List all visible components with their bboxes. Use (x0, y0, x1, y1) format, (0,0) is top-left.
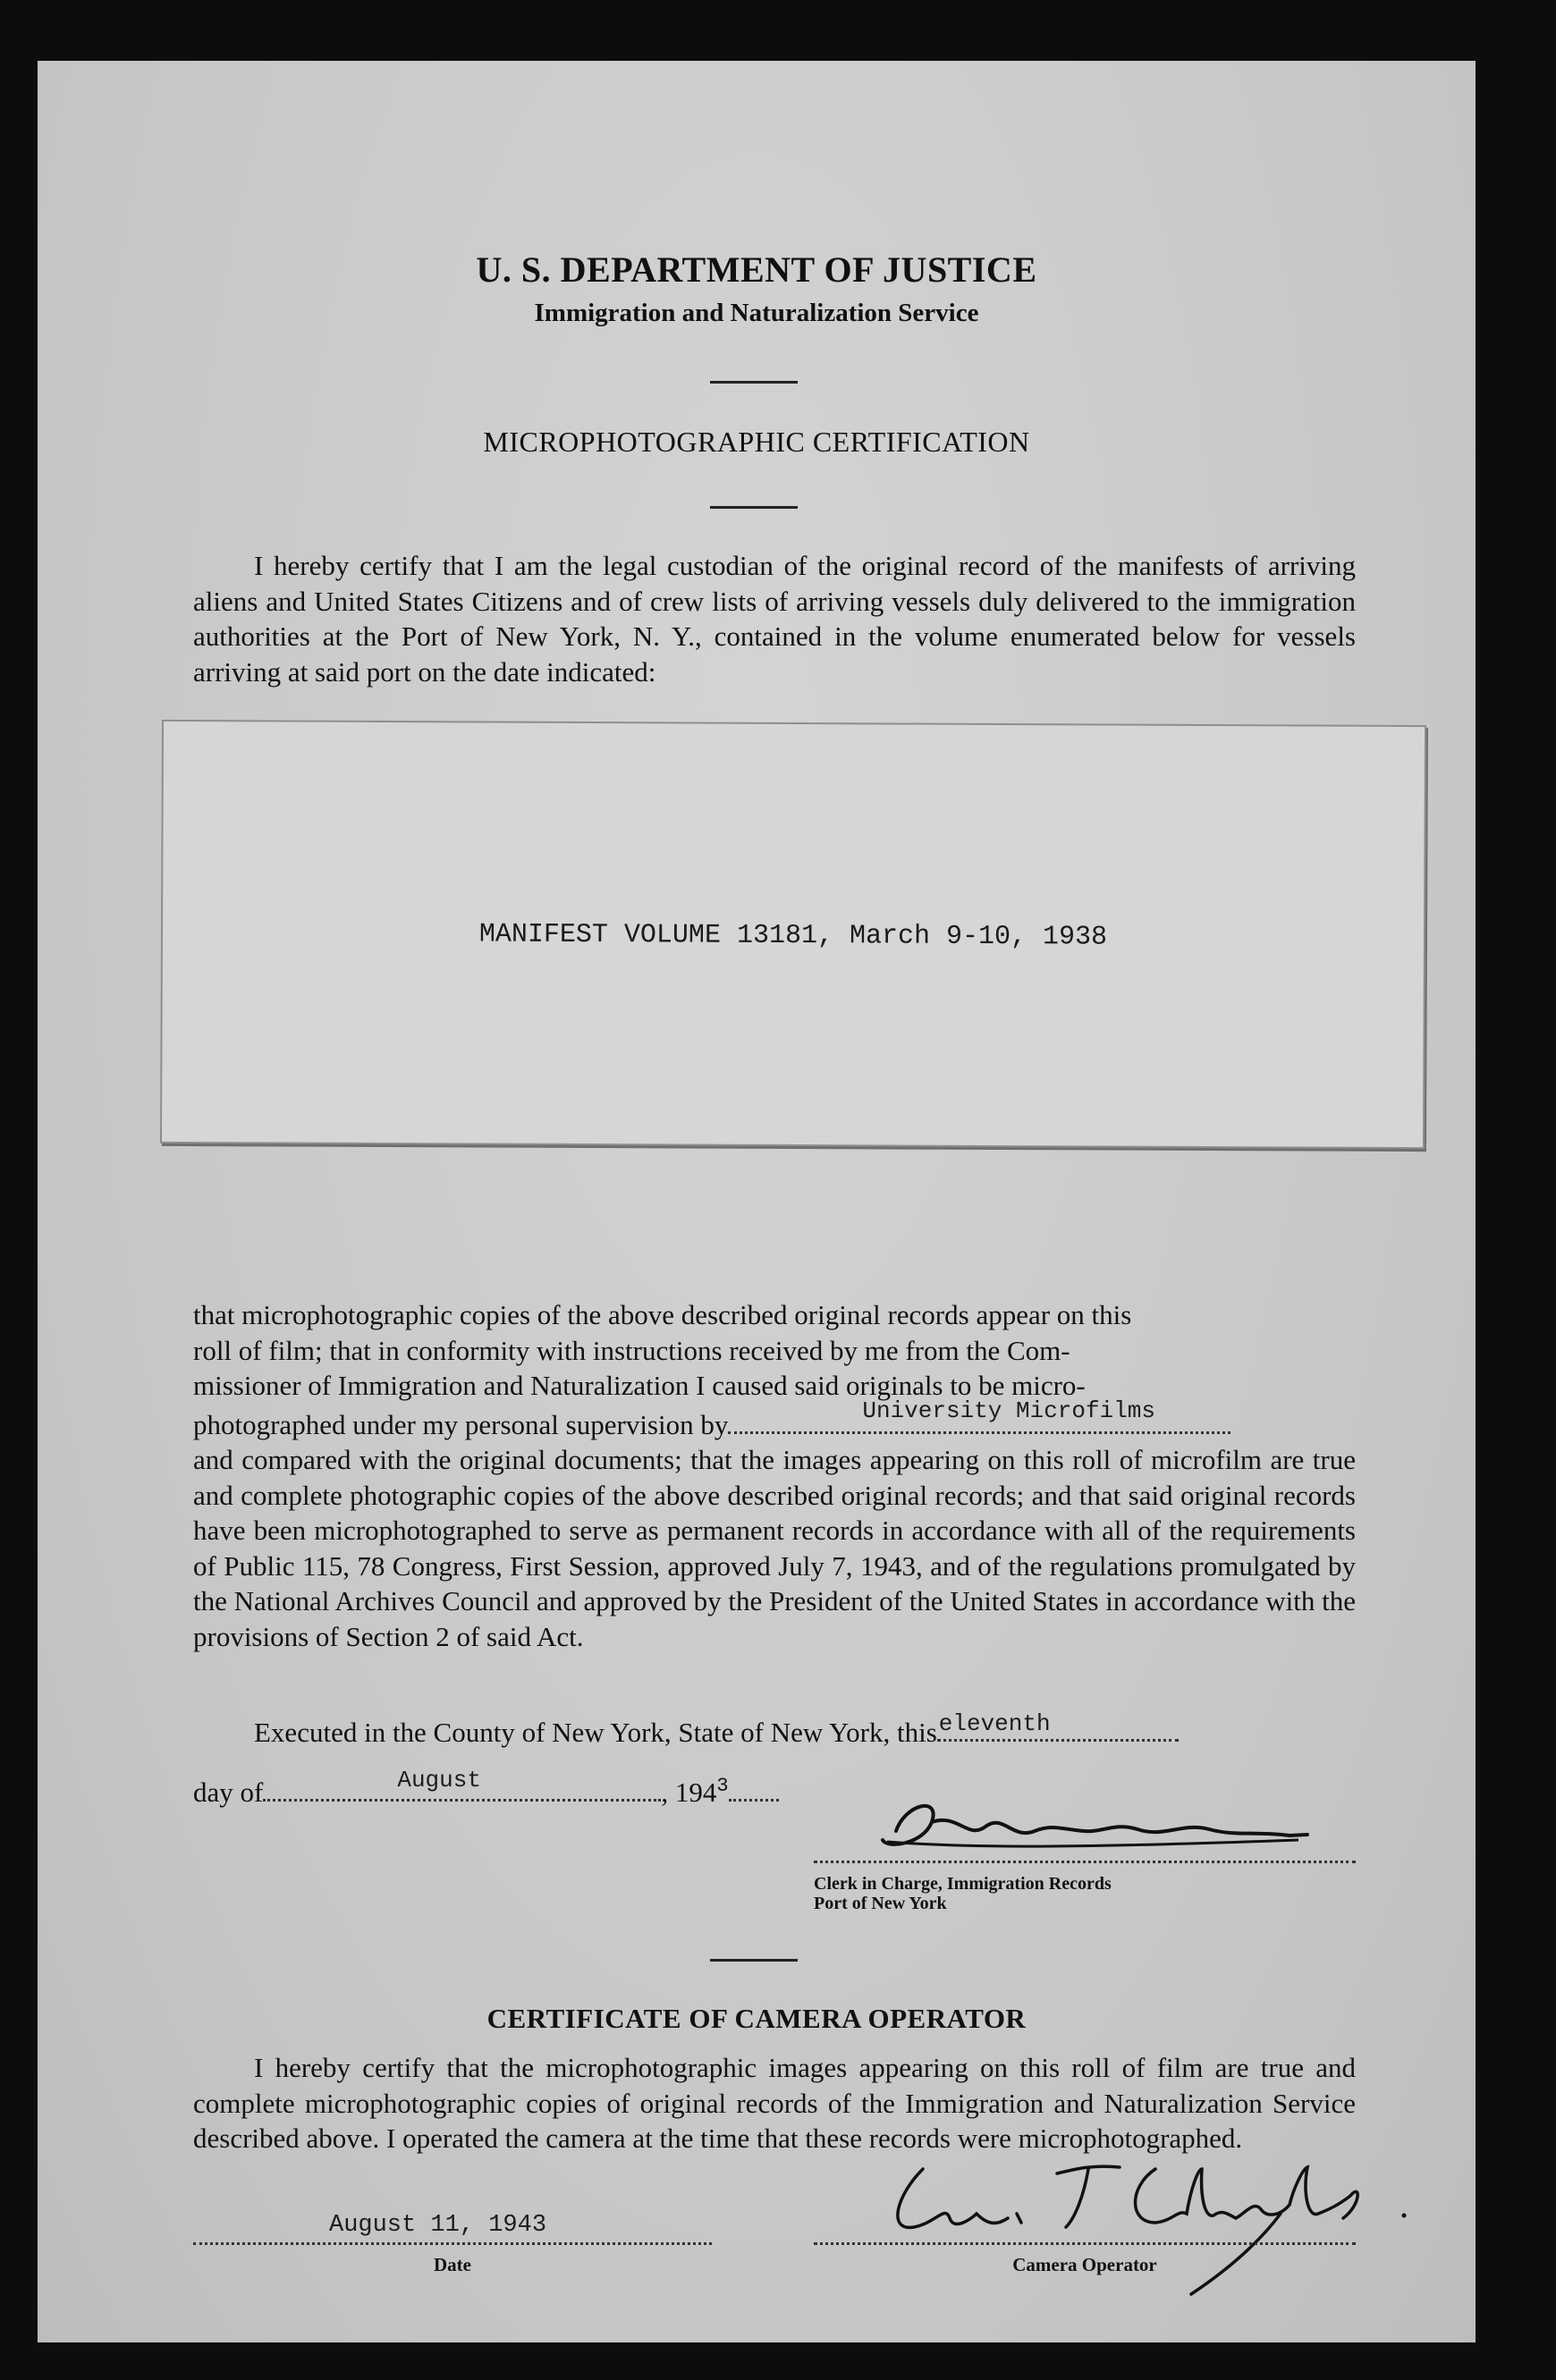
date-line (193, 2242, 712, 2245)
camera-date-value: August 11, 1943 (329, 2212, 547, 2239)
photographer-value: University Microfilms (862, 1397, 1156, 1424)
clerk-title-line: Port of New York (814, 1894, 947, 1913)
year-digit: 3 (716, 1775, 729, 1797)
divider-rule (710, 1959, 798, 1962)
year-text: , 194 (661, 1777, 717, 1808)
intro-paragraph: I hereby certify that I am the legal custodian of the original record of the manifests of arriving aliens and United States Citizens and of crew lists of arriving vessels duly delivered to the immigration authorities at the Port of New York, N. Y., contained in the volume enumerated below for vessels arriving at said port on the date indicated: (193, 550, 1356, 688)
execution-line (254, 1710, 1179, 1749)
camera-certificate-text: I hereby certify that the microphotographic images appearing on this roll of film are true and complete microphotographic copies of original records of the Immigration and Naturalization Service described above. I operated the camera at the time that these records were microphotographed. (193, 2052, 1356, 2154)
day-value: eleventh (938, 1710, 1051, 1737)
year-trailing-dots (729, 1799, 779, 1802)
department-heading: U. S. DEPARTMENT OF JUSTICE (476, 249, 1037, 290)
camera-operator-label: Camera Operator (1012, 2254, 1157, 2275)
certification-title: MICROPHOTOGRAPHIC CERTIFICATION (483, 426, 1030, 458)
month-value: August (397, 1767, 481, 1793)
camera-operator-signature (860, 2133, 1415, 2303)
body-line: that microphotographic copies of the above described original records appear on this (193, 1299, 1132, 1330)
date-label: Date (434, 2254, 471, 2275)
camera-certificate-title: CERTIFICATE OF CAMERA OPERATOR (486, 2003, 1027, 2034)
supervision-text: photographed under my personal supervision by (193, 1408, 729, 1440)
camera-operator-line (814, 2242, 1356, 2245)
divider-rule (710, 506, 798, 509)
divider-rule (710, 381, 798, 384)
clerk-title (814, 1874, 1112, 1913)
day-field (937, 1710, 1179, 1742)
clerk-signature-line (814, 1861, 1356, 1863)
document-page (38, 61, 1476, 2342)
date-line (193, 1767, 779, 1809)
clerk-title-line: Clerk in Charge, Immigration Records (814, 1874, 1112, 1894)
service-subheading: Immigration and Naturalization Service (534, 299, 979, 327)
execution-text: Executed in the County of New York, State of New York, this (254, 1717, 937, 1748)
volume-label-card (162, 722, 1425, 1147)
body-line: missioner of Immigration and Naturalization I caused said originals to be micro- (193, 1370, 1086, 1401)
body-paragraph (193, 1297, 1356, 1654)
clerk-signature (869, 1786, 1334, 1867)
body-line (193, 1397, 1356, 1443)
month-field (263, 1767, 661, 1802)
body-rest: and compared with the original documents; that the images appearing on this roll of microfilm are true and complete photographic copies of the above described original records; and that said original records have been microphotographed to serve as permanent records in accordance with all of the requirements of Public 115, 78 Congress, First Session, approved July 7, 1943, and of the regulations promulgated by the National Archives Council and approved by the President of the United States in accordance with the provisions of Section 2 of said Act. (193, 1444, 1356, 1652)
volume-label: MANIFEST VOLUME 13181, March 9-10, 1938 (478, 919, 1108, 953)
day-of-text: day of (193, 1777, 264, 1808)
photographer-field (728, 1397, 1230, 1434)
body-line: roll of film; that in conformity with instructions received by me from the Com- (193, 1334, 1070, 1366)
